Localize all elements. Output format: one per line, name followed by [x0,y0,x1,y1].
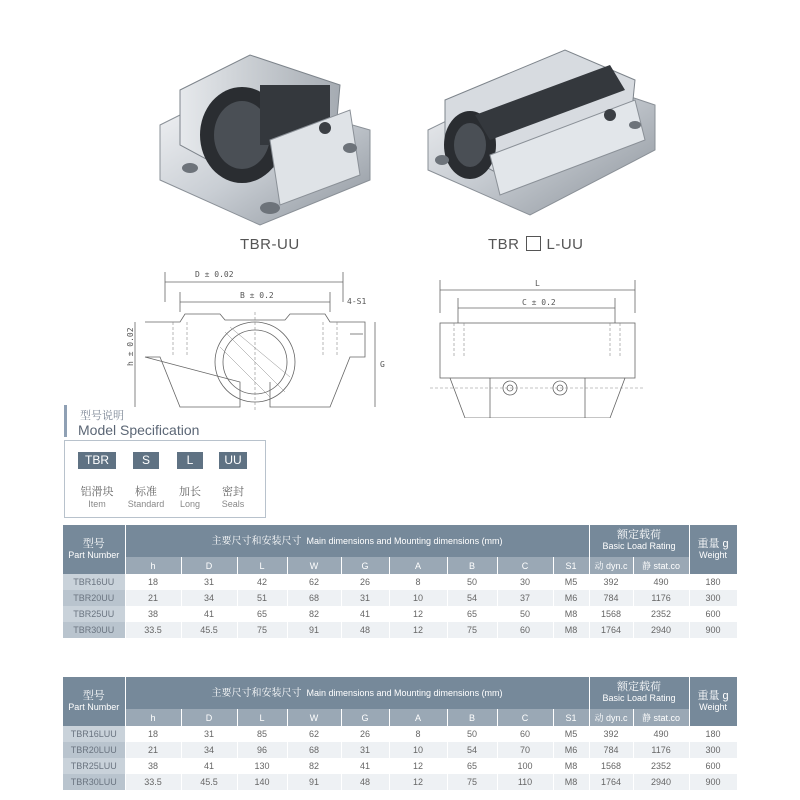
table-uu [63,525,738,638]
code-tbr-en: Item [88,499,106,509]
code-l: L [177,452,203,469]
table-row [63,726,737,742]
table-cell: 31 [341,590,389,606]
table-cell: 2940 [633,774,689,790]
table-cell: 50 [447,574,497,590]
table-cell: 12 [389,622,447,638]
table-cell: 10 [389,590,447,606]
table-cell: 50 [497,606,553,622]
table-cell: M8 [553,622,589,638]
table-cell: 34 [181,590,237,606]
col-s1: S1 [553,709,589,726]
table-cell: 82 [287,758,341,774]
col-g: G [341,557,389,574]
table-cell: 21 [125,590,181,606]
table-cell: 91 [287,622,341,638]
table-cell: 10 [389,742,447,758]
table-cell: 900 [689,774,737,790]
code-l-en: Long [179,499,201,509]
code-s: S [133,452,159,469]
table-cell: 48 [341,774,389,790]
col-a: A [389,557,447,574]
col-c: C [497,709,553,726]
hdr-load-rating: 额定载荷 Basic Load Rating [589,525,689,557]
table-cell: 130 [237,758,287,774]
front-view-drawing [125,262,385,417]
table-cell: 18 [125,574,181,590]
spec-accent-bar [64,405,67,437]
hdr-main-dims: 主要尺寸和安装尺寸 Main dimensions and Mounting dimensions (mm) [125,525,589,557]
code-s-cn: 标准 [135,486,157,498]
table-cell: 21 [125,742,181,758]
part-number-cell: TBR25LUU [63,758,125,774]
table-cell: M6 [553,590,589,606]
tbr-luu-label-suffix: L-UU [546,236,584,253]
table-row [63,758,737,774]
table-cell: 96 [237,742,287,758]
table-row [63,742,737,758]
table-cell: 1176 [633,590,689,606]
table-cell: M6 [553,742,589,758]
table-cell: 1568 [589,758,633,774]
table-cell: 54 [447,590,497,606]
hdr-load-rating: 额定载荷 Basic Load Rating [589,677,689,709]
col-b: B [447,709,497,726]
table-cell: 2352 [633,606,689,622]
table-cell: 75 [447,774,497,790]
table-cell: M8 [553,758,589,774]
table-cell: 82 [287,606,341,622]
table-cell: 41 [341,606,389,622]
table-cell: 110 [497,774,553,790]
table-cell: 34 [181,742,237,758]
tbr-luu-photo [420,30,660,220]
table-cell: 62 [287,574,341,590]
table-cell: 30 [497,574,553,590]
col-w: W [287,557,341,574]
col-d: D [181,557,237,574]
table-cell: 68 [287,590,341,606]
col-s1: S1 [553,557,589,574]
tbr-uu-label: TBR-UU [240,236,300,253]
part-number-cell: TBR16LUU [63,726,125,742]
col-dyn: 动 dyn.c [589,709,633,726]
part-number-cell: TBR30UU [63,622,125,638]
table-cell: 51 [237,590,287,606]
table-luu-body [63,726,737,790]
table-cell: 784 [589,742,633,758]
table-cell: 31 [181,726,237,742]
table-cell: 65 [447,606,497,622]
code-s-en: Standard [127,499,165,509]
table-cell: 1568 [589,606,633,622]
table-cell: 180 [689,726,737,742]
table-row [63,622,737,638]
spec-title-en: Model Specification [78,422,200,438]
side-dim-l-label: L [535,279,540,288]
table-cell: 33.5 [125,774,181,790]
side-view-drawing [430,278,645,418]
table-cell: 26 [341,574,389,590]
table-cell: 60 [497,622,553,638]
table-cell: 75 [237,622,287,638]
table-cell: 1764 [589,774,633,790]
table-cell: 490 [633,574,689,590]
table-cell: 75 [447,622,497,638]
table-cell: 65 [447,758,497,774]
dim-b-label: B ± 0.2 [240,291,274,300]
code-tbr-cn: 铝滑块 [80,486,114,498]
table-cell: 2940 [633,622,689,638]
col-c: C [497,557,553,574]
table-row [63,574,737,590]
dim-g-label: G [380,360,385,369]
table-cell: 45.5 [181,774,237,790]
table-cell: 180 [689,574,737,590]
part-number-cell: TBR30LUU [63,774,125,790]
table-cell: 54 [447,742,497,758]
table-cell: 600 [689,758,737,774]
table-cell: 600 [689,606,737,622]
part-number-cell: TBR16UU [63,574,125,590]
table-cell: 60 [497,726,553,742]
table-cell: 18 [125,726,181,742]
tbr-luu-label [488,236,584,253]
col-h: h [125,557,181,574]
part-number-cell: TBR20LUU [63,742,125,758]
dim-h-label: h ± 0.02 [126,327,135,366]
table-cell: 45.5 [181,622,237,638]
dim-d-label: D ± 0.02 [195,270,234,279]
table-cell: 31 [181,574,237,590]
hdr-part-number: 型号 Part Number [63,677,125,726]
table-cell: 8 [389,726,447,742]
table-cell: 41 [181,606,237,622]
col-a: A [389,709,447,726]
col-l: L [237,709,287,726]
spec-title-cn: 型号说明 [80,410,124,422]
table-cell: M5 [553,574,589,590]
table-cell: M8 [553,606,589,622]
table-cell: 91 [287,774,341,790]
col-h: h [125,709,181,726]
table-uu-body [63,574,737,638]
part-number-cell: TBR20UU [63,590,125,606]
table-cell: 2352 [633,758,689,774]
code-tbr: TBR [78,452,116,469]
table-cell: 38 [125,606,181,622]
hdr-weight: 重量 g Weight [689,677,737,726]
table-cell: 140 [237,774,287,790]
table-cell: 31 [341,742,389,758]
table-row [63,774,737,790]
table-cell: 900 [689,622,737,638]
table-cell: 8 [389,574,447,590]
table-cell: M5 [553,726,589,742]
table-cell: 100 [497,758,553,774]
side-dim-c-label: C ± 0.2 [522,298,556,307]
placeholder-box-icon [526,236,541,251]
code-uu-en: Seals [221,499,245,509]
table-cell: 26 [341,726,389,742]
part-number-cell: TBR25UU [63,606,125,622]
table-row [63,606,737,622]
hdr-main-dims: 主要尺寸和安装尺寸 Main dimensions and Mounting dimensions (mm) [125,677,589,709]
col-l: L [237,557,287,574]
table-row [63,590,737,606]
table-cell: 85 [237,726,287,742]
table-cell: 784 [589,590,633,606]
table-cell: 68 [287,742,341,758]
table-cell: 62 [287,726,341,742]
col-w: W [287,709,341,726]
table-cell: 12 [389,606,447,622]
col-g: G [341,709,389,726]
table-cell: 50 [447,726,497,742]
col-stat: 静 stat.co [633,709,689,726]
table-cell: 41 [341,758,389,774]
table-cell: 392 [589,574,633,590]
table-cell: 12 [389,774,447,790]
code-l-cn: 加长 [179,486,201,498]
table-cell: 48 [341,622,389,638]
table-cell: 33.5 [125,622,181,638]
table-cell: 38 [125,758,181,774]
table-cell: 300 [689,742,737,758]
table-cell: 300 [689,590,737,606]
code-uu: UU [219,452,247,469]
dim-s1-label: 4-S1 [347,297,367,306]
hdr-weight: 重量 g Weight [689,525,737,574]
tbr-luu-label-prefix: TBR [488,236,520,253]
table-cell: 392 [589,726,633,742]
table-cell: 41 [181,758,237,774]
code-uu-cn: 密封 [222,486,244,498]
col-stat: 静 stat.co [633,557,689,574]
table-cell: 490 [633,726,689,742]
hdr-part-number: 型号 Part Number [63,525,125,574]
table-luu [63,677,738,790]
col-b: B [447,557,497,574]
table-cell: 70 [497,742,553,758]
table-cell: 1764 [589,622,633,638]
table-cell: 1176 [633,742,689,758]
tbr-uu-photo [150,30,380,230]
table-cell: 65 [237,606,287,622]
table-cell: 42 [237,574,287,590]
table-cell: 37 [497,590,553,606]
table-cell: M8 [553,774,589,790]
table-cell: 12 [389,758,447,774]
col-d: D [181,709,237,726]
col-dyn: 动 dyn.c [589,557,633,574]
